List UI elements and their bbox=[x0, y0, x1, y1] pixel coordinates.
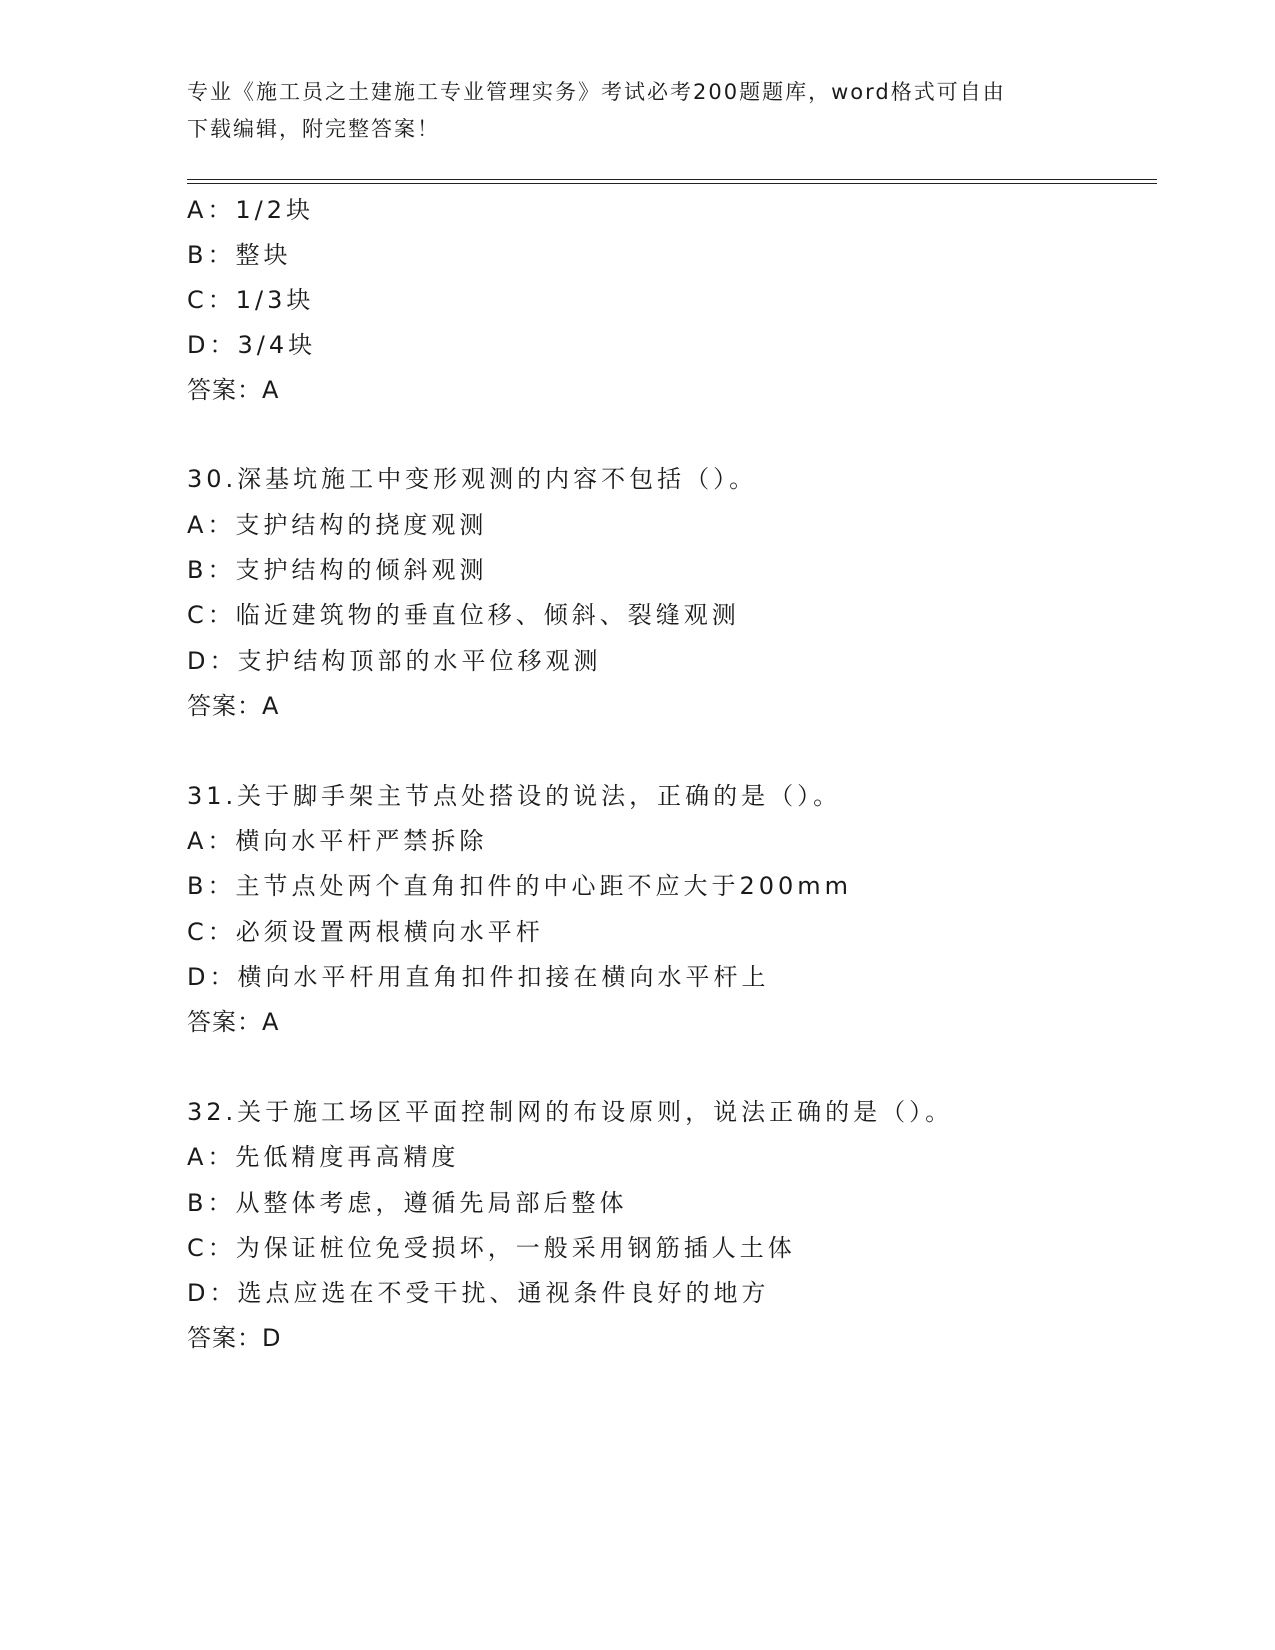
option-c: C：1/3块 bbox=[187, 286, 315, 314]
option-b: B：从整体考虑，遵循先局部后整体 bbox=[187, 1189, 628, 1217]
option-a: A：先低精度再高精度 bbox=[187, 1143, 460, 1171]
option-b: B：支护结构的倾斜观测 bbox=[187, 556, 488, 584]
question-stem: 31.关于脚手架主节点处搭设的说法，正确的是（）。 bbox=[187, 782, 842, 810]
document-header bbox=[187, 74, 1087, 148]
option-a: A：支护结构的挠度观测 bbox=[187, 511, 488, 539]
option-c: C：临近建筑物的垂直位移、倾斜、裂缝观测 bbox=[187, 601, 740, 629]
header-divider-top bbox=[187, 179, 1157, 180]
option-d: D：选点应选在不受干扰、通视条件良好的地方 bbox=[187, 1279, 770, 1307]
option-d: D：支护结构顶部的水平位移观测 bbox=[187, 647, 602, 675]
option-a: A：1/2块 bbox=[187, 196, 315, 224]
option-c: C：必须设置两根横向水平杆 bbox=[187, 918, 544, 946]
header-line-1: 专业《施工员之土建施工专业管理实务》考试必考200题题库，word格式可自由 bbox=[187, 80, 1006, 104]
answer: 答案：A bbox=[187, 692, 280, 720]
answer: 答案：D bbox=[187, 1324, 282, 1352]
header-divider-bottom bbox=[187, 183, 1157, 184]
question-stem: 32.关于施工场区平面控制网的布设原则，说法正确的是（）。 bbox=[187, 1098, 954, 1126]
answer: 答案：A bbox=[187, 1008, 280, 1036]
question-stem: 30.深基坑施工中变形观测的内容不包括（）。 bbox=[187, 465, 758, 493]
option-b: B：主节点处两个直角扣件的中心距不应大于200mm bbox=[187, 872, 853, 900]
answer: 答案：A bbox=[187, 376, 280, 404]
option-d: D：横向水平杆用直角扣件扣接在横向水平杆上 bbox=[187, 963, 770, 991]
header-line-2: 下载编辑，附完整答案！ bbox=[187, 117, 440, 141]
option-c: C：为保证桩位免受损坏，一般采用钢筋插人土体 bbox=[187, 1234, 796, 1262]
option-b: B：整块 bbox=[187, 241, 292, 269]
option-d: D：3/4块 bbox=[187, 331, 317, 359]
option-a: A：横向水平杆严禁拆除 bbox=[187, 827, 488, 855]
